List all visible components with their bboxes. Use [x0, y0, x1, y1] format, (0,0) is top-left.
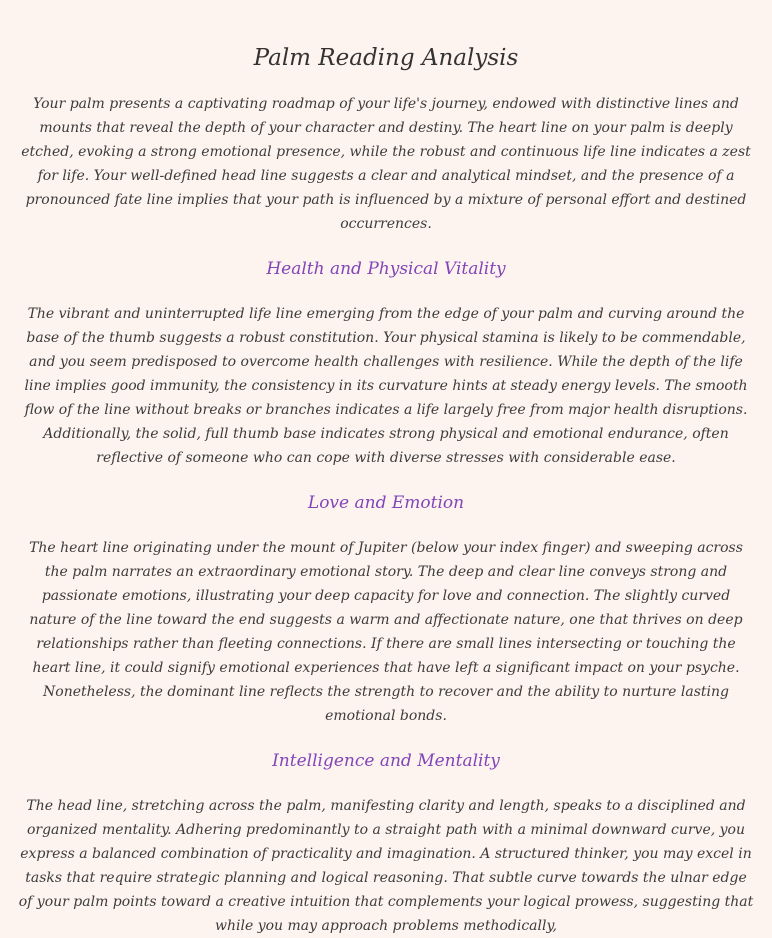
section-heading-health: Health and Physical Vitality — [266, 259, 506, 279]
section-heading-love: Love and Emotion — [307, 493, 465, 513]
page-title: Palm Reading Analysis — [253, 45, 519, 71]
section-body-intelligence: The head line, stretching across the palm, manifesting clarity and length, speaks to a disciplined and organized mentality. Adhering predominantly to a straight path with a minimal downward curve, you express a balanced combination of practicality and imagination. A structured thinker, you may excel in tasks that require strategic planning and logical reasoning. That subtle curve towards the ulnar edge of your palm points toward a creative intuition that complements your logical prowess, suggesting that while you may approach problems methodically, — [18, 798, 754, 934]
section-body-love: The heart line originating under the mount of Jupiter (below your index finger) and sweeping across the palm narrates an extraordinary emotional story. The deep and clear line conveys strong and passionate emotions, illustrating your deep capacity for love and connection. The slightly curved nature of the line toward the end suggests a warm and affectionate nature, one that thrives on deep relationships rather than fleeting connections. If there are small lines intersecting or touching the heart line, it could signify emotional experiences that have left a significant impact on your psyche. Nonetheless, the dominant line reflects the strength to recover and the ability to nurture lasting emotional bonds. — [29, 540, 743, 724]
section-heading-intelligence: Intelligence and Mentality — [272, 751, 500, 771]
intro-paragraph: Your palm presents a captivating roadmap of your life's journey, endowed with distinctive lines and mounts that reveal the depth of your character and destiny. The heart line on your palm is deeply etched, evoking a strong emotional presence, while the robust and continuous life line indicates a zest for life. Your well-defined head line suggests a clear and analytical mindset, and the presence of a pronounced fate line implies that your path is influenced by a mixture of personal effort and destined occurrences. — [21, 96, 751, 232]
section-body-health: The vibrant and uninterrupted life line emerging from the edge of your palm and curving around the base of the thumb suggests a robust constitution. Your physical stamina is likely to be commendable, and you seem predisposed to overcome health challenges with resilience. While the depth of the life line implies good immunity, the consistency in its curvature hints at steady energy levels. The smooth flow of the line without breaks or branches indicates a life largely free from major health disruptions. Additionally, the solid, full thumb base indicates strong physical and emotional endurance, often reflective of someone who can cope with diverse stresses with considerable ease. — [24, 306, 748, 466]
